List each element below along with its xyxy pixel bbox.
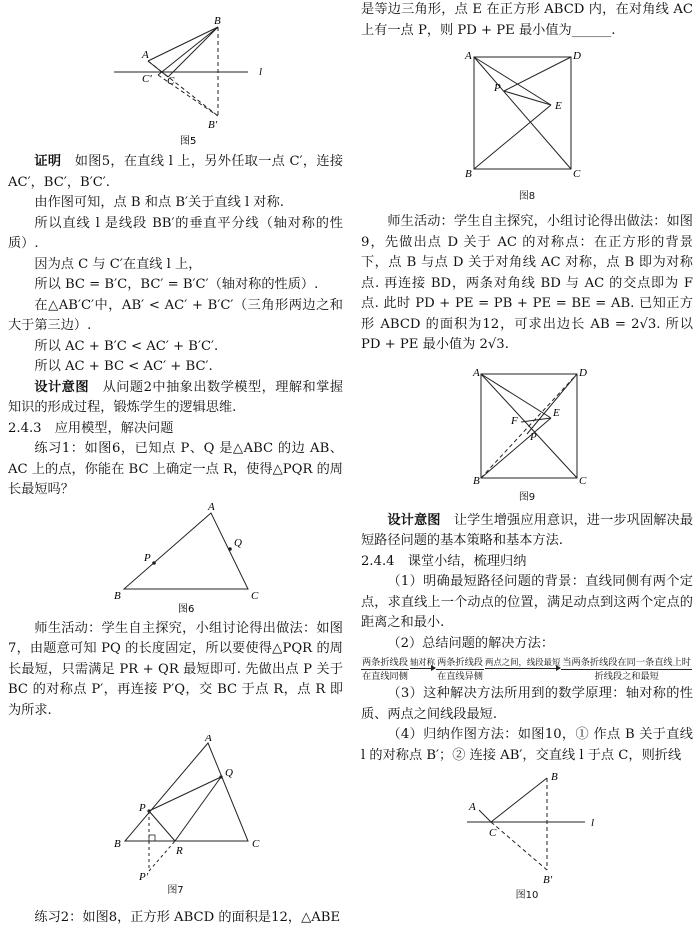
summary-1: （1）明确最短路径问题的背景：直线同侧有两个定点，求直线上一个动点的位置，满足动点到这两个定点的距离之和最小. <box>361 574 693 630</box>
summary-4: （4）归纳作图方法：如图10，① 作点 B 关于直线 l 的对称点 B′；② 连接 AB′，交直线 l 于点 C，则折线 <box>361 727 693 763</box>
figure-5 <box>8 0 343 148</box>
activity-1: 师生活动：学生自主探究，小组讨论得出做法：如图7，由题意可知 PQ 的长度固定，所以要使得△PQR 的周长最短，只需满足 PR + QR 最短即可. 先做出点 P 关于 BC 的对称点 P′，再连接 P′Q，交 BC 于点 R，点 R 即为所求. <box>8 620 343 718</box>
flow-step-1: 两条折线段 在直线同侧 <box>362 657 408 682</box>
figure-9-caption: 图9 <box>518 491 536 503</box>
label-Pp: P′ <box>139 871 149 881</box>
label-A: A <box>469 801 476 813</box>
proof-line-1: 证明 如图5，在直线 l 上，另外任取一点 C′，连接 AC′，BC′，B′C′. <box>8 154 344 190</box>
figure-10-diagram <box>361 768 693 886</box>
label-D: D <box>573 50 581 62</box>
design-intent-2: 设计意图 让学生增强应用意识，进一步巩固解决最短路径问题的基本策略和基本方法. <box>361 512 694 548</box>
label-l: l <box>591 817 595 829</box>
section-2-4-3: 2.4.3 应用模型，解决问题 <box>8 420 174 436</box>
flow-arrow-2: 两点之间，线段最短 <box>485 657 561 667</box>
flow-step-2: 两条折线段 在直线异侧 <box>437 657 483 682</box>
flow-step-4: 当两条折线段在同一条直线上时 折线段之和最短 <box>562 657 691 682</box>
proof-title: 证明 <box>34 154 62 169</box>
flow-arrow-1: 轴对称 <box>409 657 436 667</box>
figure-10-caption: 图10 <box>515 890 539 901</box>
label-B: B <box>114 838 121 850</box>
design-intent-2-title: 设计意图 <box>387 512 441 528</box>
figure-9-diagram <box>361 366 693 484</box>
label-R: R <box>176 845 183 857</box>
figure-7 <box>8 735 343 881</box>
figure-6-caption: 图6 <box>178 603 195 615</box>
figure-6-diagram <box>8 501 343 615</box>
label-Q: Q <box>234 536 242 549</box>
label-Bp: B′ <box>208 119 218 131</box>
label-A: A <box>142 49 149 61</box>
figure-8-diagram <box>361 47 693 187</box>
label-A: A <box>205 735 212 744</box>
label-B: B <box>473 474 480 484</box>
proof-line-6: 在△AB′C′中，AB′ < AC′ + B′C′（三角形两边之和大于第三边）. <box>8 297 343 333</box>
label-C1: C′ <box>142 73 152 85</box>
label-A: A <box>465 50 472 62</box>
label-C: C <box>167 75 175 87</box>
label-C: C <box>252 838 260 850</box>
summary-2: （2）总结问题的解决方法： <box>387 635 555 651</box>
summary-3: （3）这种解决方法所用到的数学原理：轴对称的性质、两点之间线段最短. <box>361 686 693 722</box>
proof-line-7: 所以 AC + B′C < AC′ + B′C′. <box>34 338 219 354</box>
activity-2: 师生活动：学生自主探究，小组讨论得出做法：如图9，先做出点 D 关于 AC 的对称点：在正方形的背景下，点 B 与点 D 关于对角线 AC 对称，点 B 即为对称点. 再连接 BD，两条对角线 BD 与 AC 的交点即为 F 点. 此时 PD + PE = PB + PE = BE = AB. 已知正方形 ABCD 的面积为12，可求出边长 AB = 2√3. 所以 PD + PE 最小值为 2√3. <box>361 214 693 352</box>
figure-5-diagram <box>8 0 343 148</box>
label-P: P <box>530 430 537 443</box>
label-B: B <box>551 771 558 783</box>
proof-line-3: 所以直线 l 是线段 BB′的垂直平分线（轴对称的性质）. <box>8 215 343 251</box>
design-intent-1: 设计意图 从问题2中抽象出数学模型，理解和掌握知识的形成过程，锻炼学生的逻辑思维. <box>8 379 344 415</box>
label-E: E <box>553 406 560 419</box>
label-F: F <box>511 414 518 427</box>
exercise-2-start: 练习2：如图8，正方形 ABCD 的面积是12，△ABE <box>34 910 341 925</box>
label-B: B <box>114 589 121 602</box>
proof-line-4: 因为点 C 与 C′在直线 l 上， <box>34 256 202 272</box>
exercise-1: 练习1：如图6，已知点 P、Q 是△ABC 的边 AB、AC 上的点，你能在 BC 上确定一点 R，使得△PQR 的周长最短吗？ <box>8 441 343 497</box>
figure-10 <box>361 768 693 886</box>
left-column <box>8 0 343 929</box>
figure-7-caption: 图7 <box>167 885 184 896</box>
proof-line-5: 所以 BC = B′C，BC′ = B′C′（轴对称的性质）. <box>34 277 319 292</box>
figure-8 <box>361 47 693 187</box>
figure-9 <box>361 366 693 484</box>
right-column <box>361 0 693 901</box>
label-C: C <box>251 589 259 602</box>
method-flow <box>361 657 693 682</box>
label-A: A <box>473 366 480 379</box>
proof-line-8: 所以 AC + BC < AC′ + BC′. <box>34 359 213 374</box>
label-P: P <box>139 802 146 814</box>
figure-5-caption: 图5 <box>180 136 197 147</box>
label-l: l <box>259 66 263 78</box>
label-A: A <box>208 500 215 513</box>
figure-8-caption: 图8 <box>518 191 536 202</box>
proof-line-2: 由作图可知，点 B 和点 B′关于直线 l 对称. <box>34 195 284 210</box>
section-2-4-4: 2.4.4 课堂小结，梳理归纳 <box>361 553 527 569</box>
label-E: E <box>555 100 562 112</box>
label-Q: Q <box>225 767 233 779</box>
label-B: B <box>465 168 472 180</box>
label-P: P <box>144 551 151 564</box>
label-C: C <box>489 827 497 839</box>
label-B: B <box>214 15 221 27</box>
label-C: C <box>573 168 581 180</box>
label-P: P <box>494 82 501 94</box>
label-Bp: B′ <box>543 874 553 886</box>
label-D: D <box>579 366 587 379</box>
exercise-2-continued: 是等边三角形，点 E 在正方形 ABCD 内，在对角线 AC 上有一点 P，则 PD + PE 最小值为______. <box>361 2 693 38</box>
figure-7-diagram <box>8 735 343 881</box>
figure-6 <box>8 501 343 615</box>
design-intent-1-title: 设计意图 <box>34 379 89 395</box>
label-C: C <box>579 474 587 484</box>
